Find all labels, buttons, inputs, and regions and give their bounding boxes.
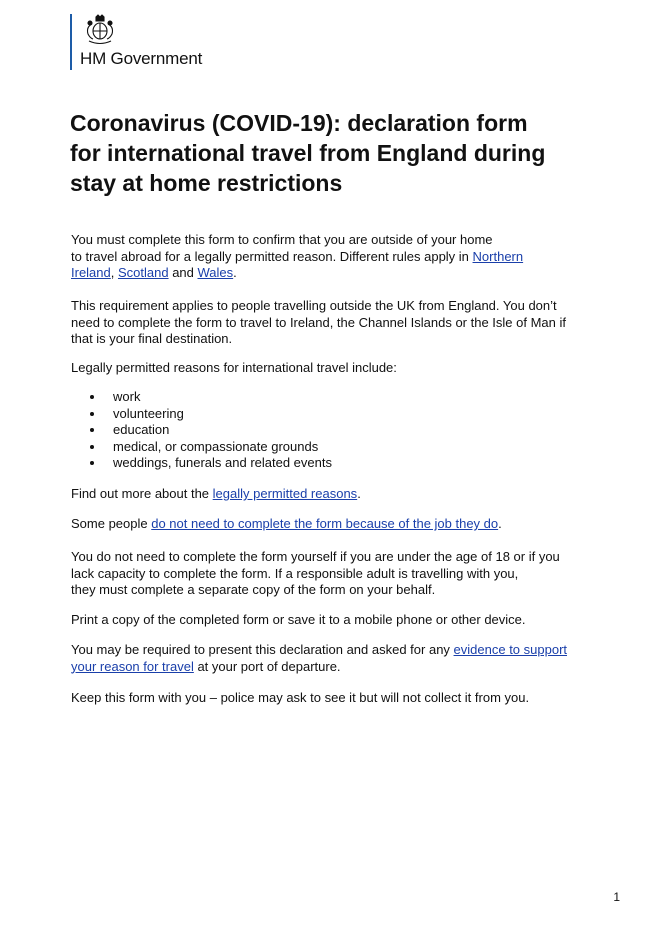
reasons-list [71,389,332,472]
evidence-link[interactable]: evidence to support [453,642,568,657]
royal-crest-icon [82,14,118,46]
list-item: volunteering [71,406,332,423]
title-line: stay at home restrictions [70,170,343,196]
list-item: education [71,422,332,439]
some-people-paragraph: Some people do not need to complete the form because of the job they do. [71,516,502,531]
northern-ireland-link[interactable]: Northern [472,248,524,264]
present-paragraph: You may be required to present this declaration and asked for any evidence to support your reason for travel at your port of departure. [71,642,568,674]
job-exemption-link[interactable]: do not need to complete the form because of the job they do [151,516,499,531]
list-item: work [71,389,332,406]
intro-paragraph: You must complete this form to confirm that you are outside of your home to travel abroad for a legally permitted reason. Different rules apply in Northern Ireland, Scotland and Wales. [71,232,524,280]
title-line: Coronavirus (COVID-19): declaration form [70,110,528,136]
northern-ireland-link-continued[interactable]: Ireland [71,265,111,280]
find-out-paragraph: Find out more about the legally permitted reasons. [71,486,361,501]
keep-paragraph: Keep this form with you – police may ask to see it but will not collect it from you. [71,690,530,705]
page-title [70,108,630,198]
scotland-link[interactable]: Scotland [117,265,169,280]
list-item: medical, or compassionate grounds [71,439,332,456]
reasons-intro: Legally permitted reasons for international travel include: [71,360,397,375]
wales-link[interactable]: Wales [197,265,234,280]
logo-text: HM Government [80,49,203,68]
legally-permitted-reasons-link[interactable]: legally permitted reasons [212,486,358,501]
requirement-paragraph: This requirement applies to people travelling outside the UK from England. You don’t need to complete the form to travel to Ireland, the Channel Islands or the Isle of Man if that is your final destination. [71,298,566,346]
title-line: for international travel from England during [70,140,546,166]
hm-government-logo [70,14,202,70]
under-18-paragraph: You do not need to complete the form yourself if you are under the age of 18 or if you lack capacity to complete the form. If a responsible adult is travelling with you, they must complete a separate copy of the form on your behalf. [71,549,560,597]
evidence-link-continued[interactable]: your reason for travel [71,658,194,674]
list-item: weddings, funerals and related events [71,455,332,472]
page-number: 1 [613,890,620,904]
print-paragraph: Print a copy of the completed form or save it to a mobile phone or other device. [71,612,526,627]
